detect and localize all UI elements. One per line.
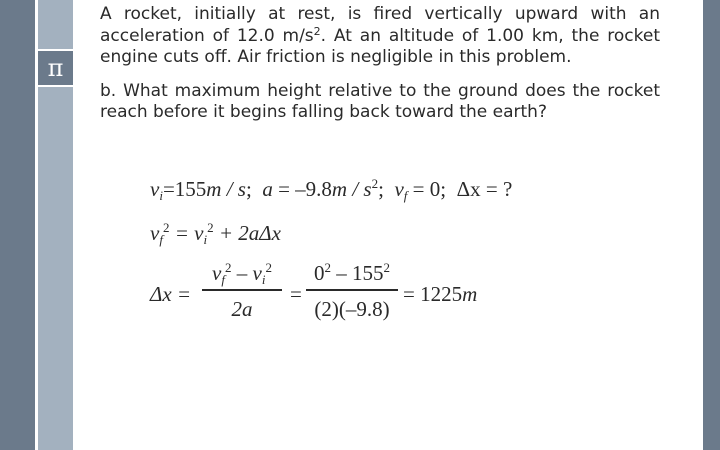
vi-value: =155: [162, 177, 207, 201]
vi-subscript: i: [159, 188, 163, 203]
num2-155-exp: 2: [383, 260, 390, 275]
pi-badge: [38, 49, 73, 87]
num1-vi-sub: i: [261, 272, 266, 287]
kinematic-equation: [150, 220, 281, 248]
eq-vf-subscript: f: [159, 232, 163, 247]
final-answer: [403, 282, 477, 307]
fraction2-bar: [306, 289, 398, 291]
num2-zero-exp: 2: [324, 260, 331, 275]
problem-text-end: . At an altitude of 1.00 km, the rocket engine cuts off. Air friction is negligible in this problem.: [100, 25, 660, 67]
num2-155: – 155: [331, 261, 384, 285]
num1-vf-sub: f: [221, 272, 225, 287]
vf-subscript: f: [403, 188, 408, 203]
a-value: = –9.8: [278, 177, 332, 201]
problem-superscript: 2: [313, 24, 321, 38]
fraction1-numerator: [200, 260, 284, 288]
a-unit: m / s: [331, 177, 372, 201]
a-symbol: a: [262, 177, 273, 201]
vi-unit: m / s: [206, 177, 246, 201]
vf-value: = 0;: [412, 177, 447, 201]
pi-icon: π: [47, 54, 64, 82]
fraction1-denominator: [200, 297, 284, 322]
result-lhs: [150, 282, 191, 307]
vi-symbol: v: [150, 177, 160, 201]
num1-vf: v: [212, 261, 222, 285]
eq-rest: + 2aΔx: [218, 221, 281, 245]
a-unit-exponent: 2: [371, 176, 379, 191]
fraction1-bar: [202, 289, 282, 291]
eq-vf-symbol: v: [150, 221, 160, 245]
den1-text: 2a: [231, 297, 253, 321]
left-decor-stripe: [0, 0, 35, 450]
eq-vi-subscript: i: [203, 232, 208, 247]
vf-symbol: v: [394, 177, 404, 201]
question-b: b. What maximum height relative to the ground does the rocket reach before it begins falling back toward the earth?: [100, 80, 660, 122]
eq-vi-symbol: = v: [174, 221, 204, 245]
num1-vi-exp: 2: [265, 260, 272, 275]
num2-zero: 0: [314, 261, 325, 285]
fraction2-denominator: (2)(–9.8): [314, 297, 390, 321]
result-dx-symbol: Δx =: [150, 282, 192, 306]
slide-content: [100, 4, 660, 124]
right-decor-stripe: [703, 0, 720, 450]
givens-line: $v_i=155m / s$; $a = -9.8m / s^2$; $v_f = 0$; Δx = ?: [150, 176, 513, 203]
eq-vf-exponent: 2: [162, 220, 170, 235]
num1-vf-exp: 2: [225, 260, 232, 275]
problem-statement: [100, 4, 660, 69]
dx-unknown: Δx = ?: [456, 177, 513, 201]
equals-2: =: [290, 282, 302, 306]
final-unit: m: [462, 282, 478, 306]
problem-text: A rocket, initially at rest, is fired vertically upward with an acceleration of 12.0 m/s: [100, 4, 660, 46]
num1-vi: – v: [231, 261, 262, 285]
fraction2-numerator: [304, 260, 400, 286]
eq-vi-exponent: 2: [207, 220, 214, 235]
final-value: = 1225: [403, 282, 463, 306]
